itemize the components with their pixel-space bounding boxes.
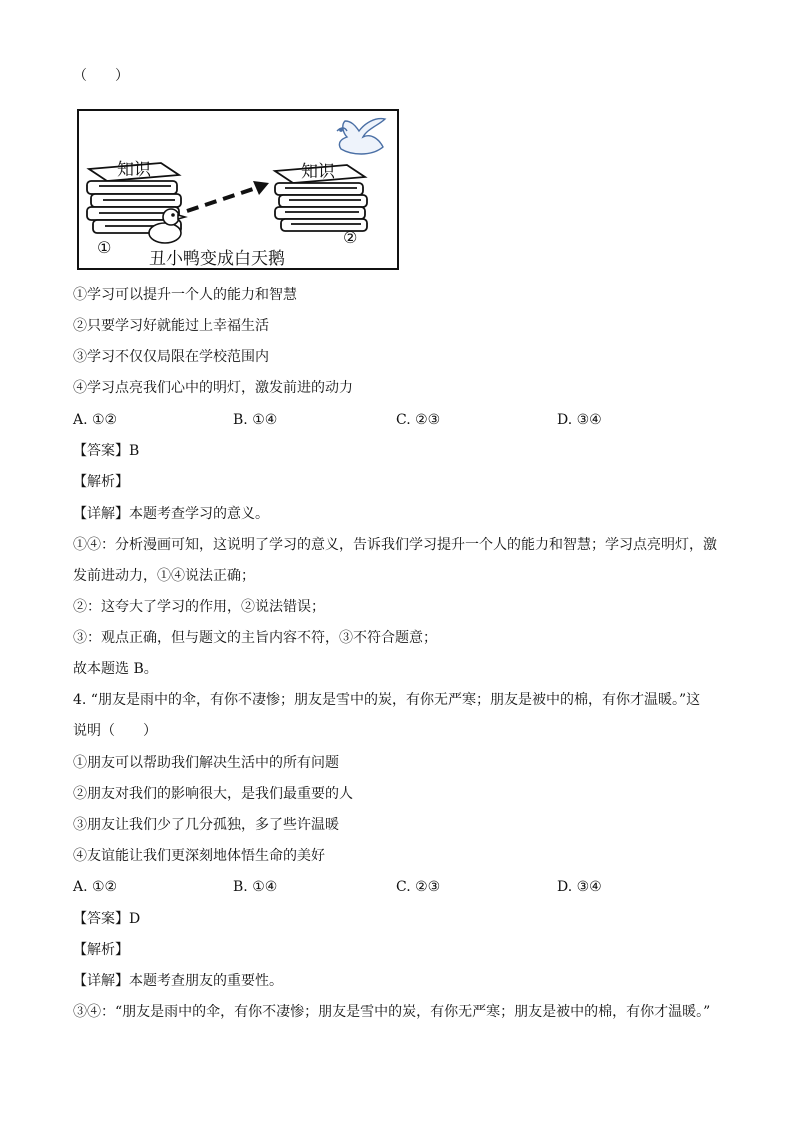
q3-detail-tag: 【详解】 [73,506,129,522]
q3-option-d: D. ③④ [557,412,602,428]
q3-explanation-2: 发前进动力，①④说法正确； [73,568,255,584]
arrow-icon [187,181,269,211]
q3-statement-3: ③学习不仅仅局限在学校范围内 [73,349,269,365]
q3-answer-tag: 【答案】 [73,443,129,459]
q4-detail-tag: 【详解】 [73,973,129,989]
comic-caption: 丑小鸭变成白天鹅 [149,249,285,268]
q4-option-b: B. ①④ [233,879,278,895]
q4-answer-value: D [129,911,141,927]
q4-answer-tag: 【答案】 [73,911,129,927]
q3-stem-tail: （ ） [73,68,129,84]
q4-statement-4: ④友谊能让我们更深刻地体悟生命的美好 [73,848,325,864]
q3-statement-1: ①学习可以提升一个人的能力和智慧 [73,287,297,303]
marker-1: ① [97,238,112,257]
q4-detail-line [73,971,283,991]
q3-detail-text: 本题考查学习的意义。 [129,506,269,522]
q3-statement-4: ④学习点亮我们心中的明灯，激发前进的动力 [73,380,353,396]
q4-option-d: D. ③④ [557,879,602,895]
q3-explanation-5: 故本题选 B。 [73,661,158,677]
swan-icon [337,119,385,154]
q3-explanation-4: ③：观点正确，但与题文的主旨内容不符，③不符合题意； [73,630,437,646]
right-book-label: 知识 [301,162,335,182]
q3-statement-2: ②只要学习好就能过上幸福生活 [73,318,269,334]
q3-option-a: A. ①② [73,412,118,428]
q4-statement-2: ②朋友对我们的影响很大，是我们最重要的人 [73,786,353,802]
q4-statement-1: ①朋友可以帮助我们解决生活中的所有问题 [73,755,339,771]
q4-option-c: C. ②③ [396,879,441,895]
q4-stem-line-1: 4. “朋友是雨中的伞，有你不凄惨；朋友是雪中的炭，有你无严寒；朋友是被中的棉，有你才温暖。”这 [73,692,701,708]
q3-option-b: B. ①④ [233,412,278,428]
left-book-label: 知识 [117,160,151,180]
q3-analysis-tag: 【解析】 [73,474,129,490]
q3-explanation-1: ①④：分析漫画可知，这说明了学习的意义，告诉我们学习提升一个人的能力和智慧；学习点亮明灯，激 [73,537,717,553]
q4-analysis-tag: 【解析】 [73,942,129,958]
q3-explanation-3: ②：这夸大了学习的作用，②说法错误； [73,599,325,615]
q4-detail-text: 本题考查朋友的重要性。 [129,973,283,989]
q4-statement-3: ③朋友让我们少了几分孤独，多了些许温暖 [73,817,339,833]
q4-explanation-1: ③④：“朋友是雨中的伞，有你不凄惨；朋友是雪中的炭，有你无严寒；朋友是被中的棉，有你才温暖。” [73,1004,711,1020]
comic-illustration [77,109,399,270]
q4-stem-line-2: 说明（ ） [73,723,157,739]
q4-answer-line [73,909,140,929]
q4-option-a: A. ①② [73,879,118,895]
q3-detail-line [73,504,269,524]
q3-option-c: C. ②③ [396,412,441,428]
q3-answer-value: B [129,443,140,459]
q3-answer-line [73,441,139,461]
comic-drawing [79,111,397,268]
marker-2: ② [343,228,358,247]
